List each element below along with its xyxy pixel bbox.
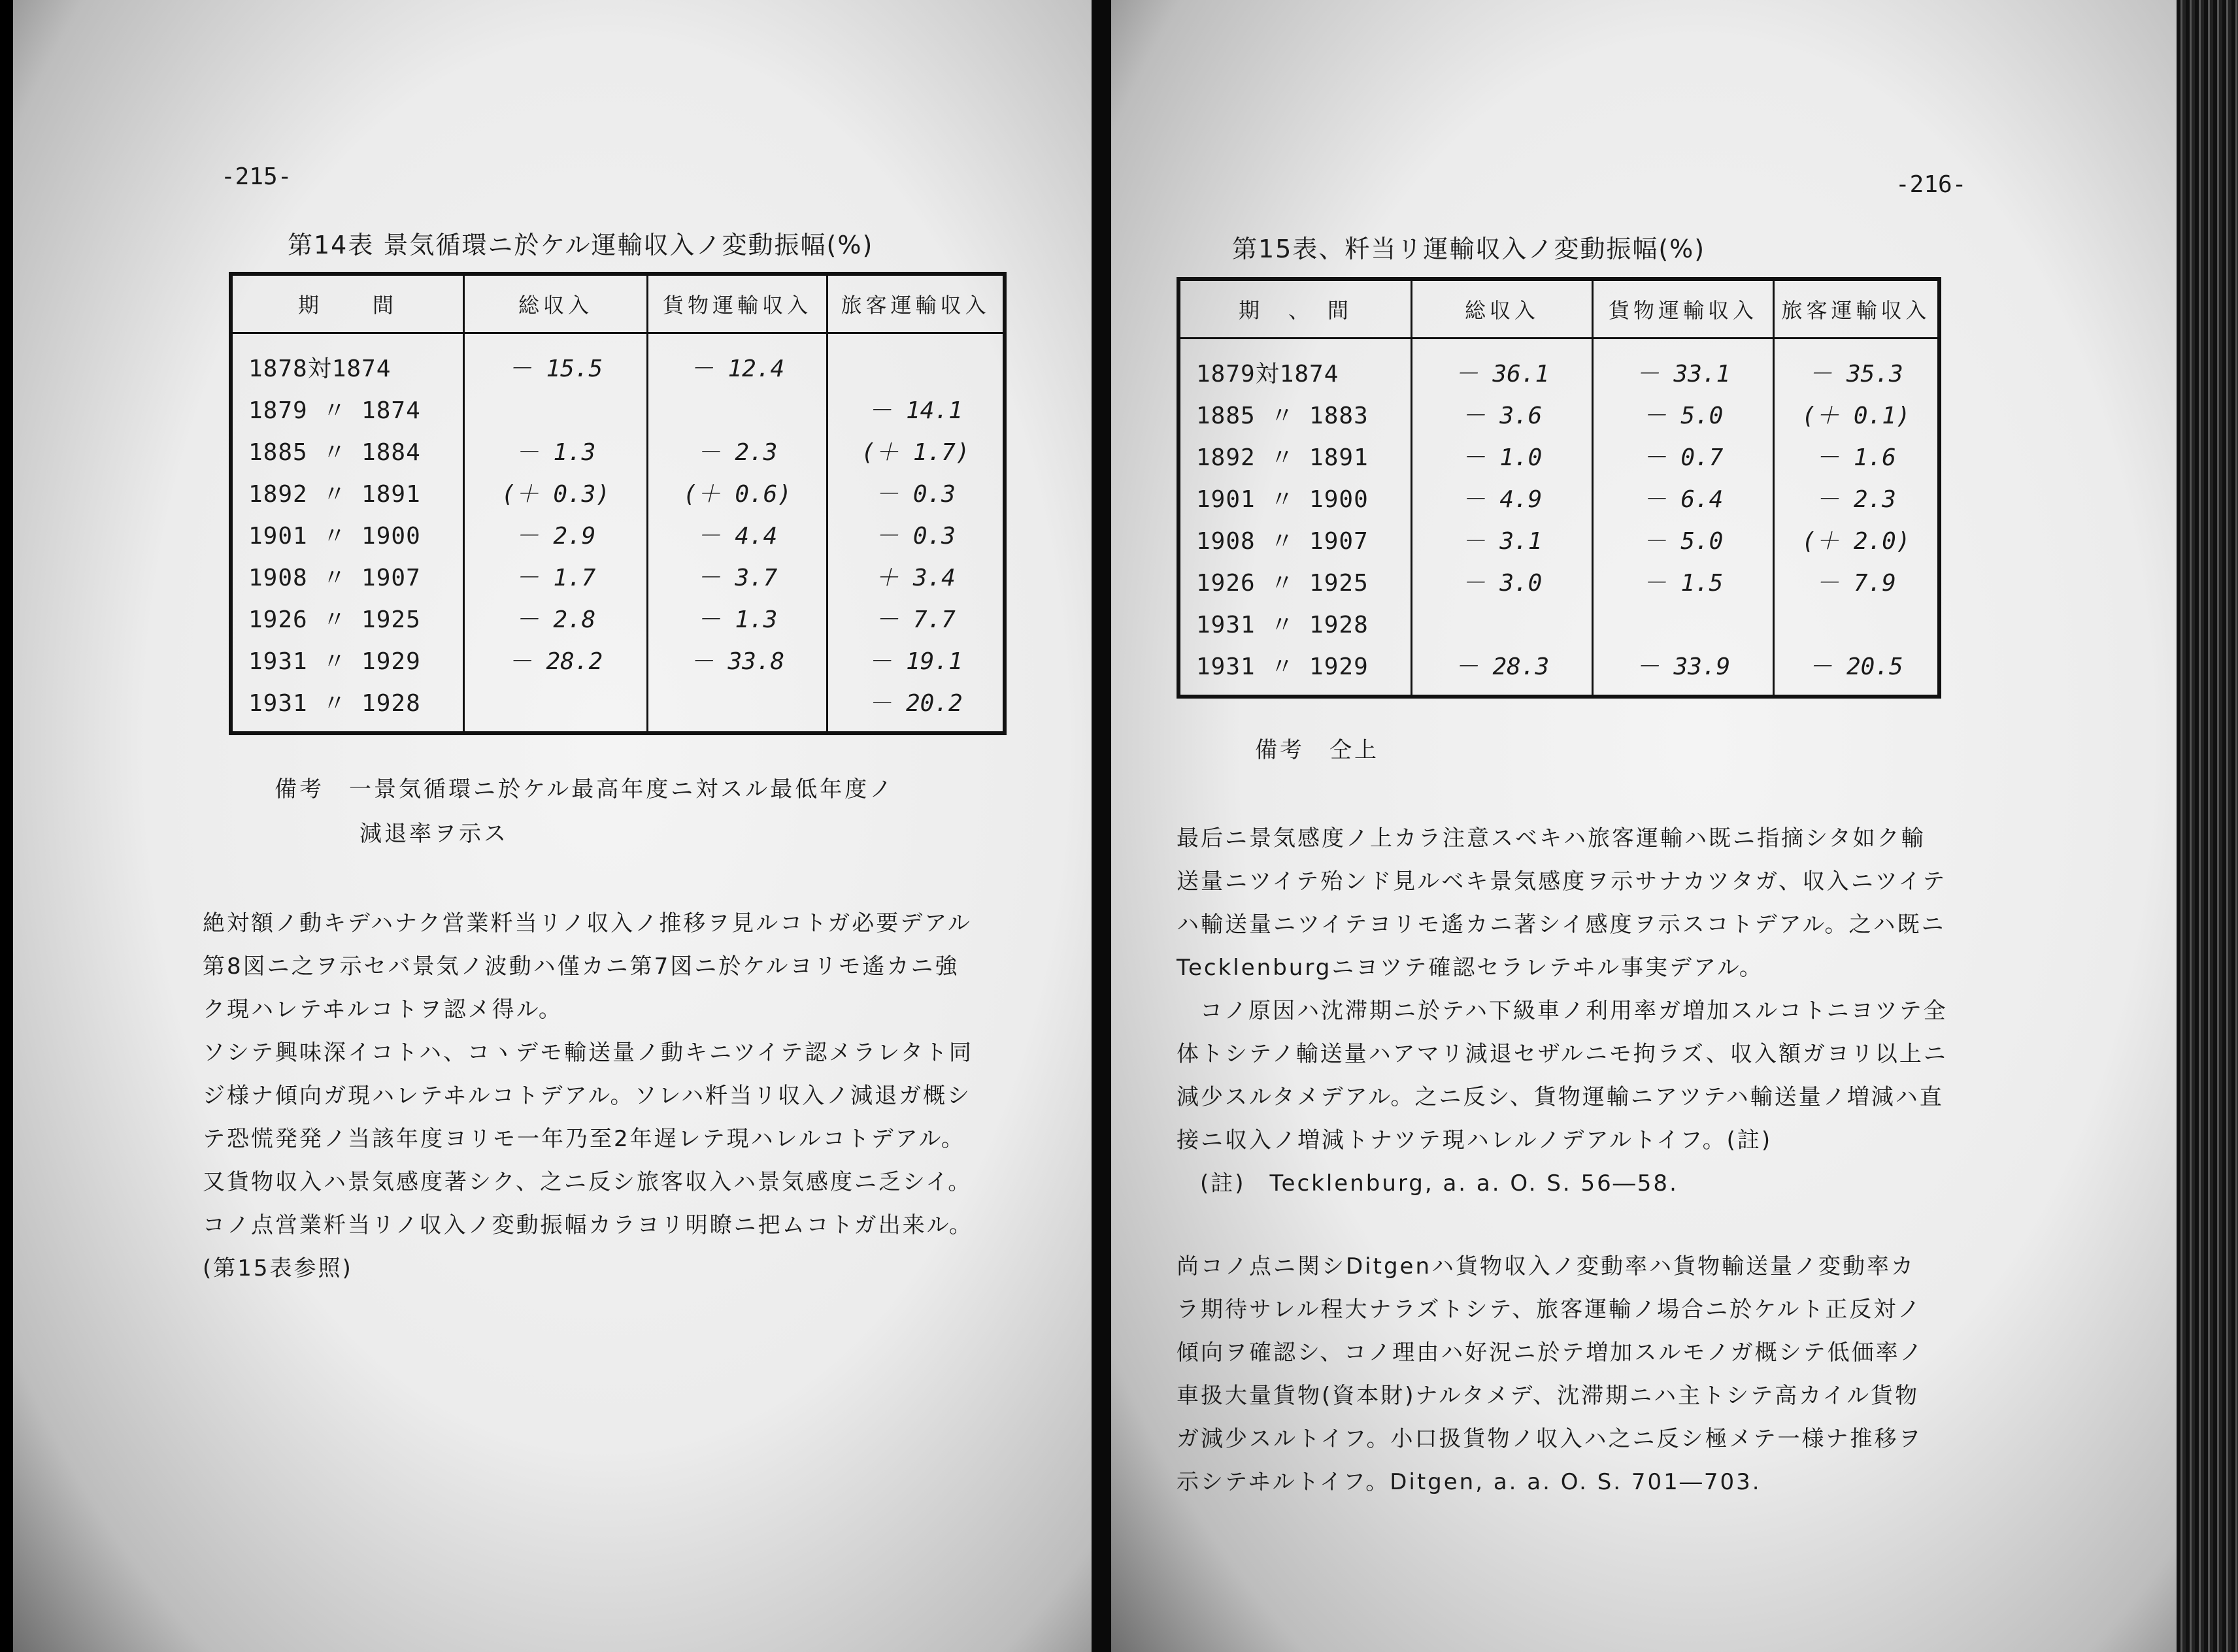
col-header-period: 期 、 間 [1178,279,1412,339]
table-note-continued: 減退率ヲ示ス [359,821,509,847]
table-row [1178,602,1939,644]
cell-passenger: － 0.3 [827,471,1005,513]
cell-period: 1931 〃 1929 [1178,644,1412,697]
cell-freight: － 12.4 [648,333,827,388]
table-title: 第15表、粁当リ運輸収入ノ変動振幅(%) [1232,235,1706,263]
cell-passenger: ＋ 3.4 [827,555,1005,597]
cell-passenger: － 0.3 [827,513,1005,555]
cell-freight: － 5.0 [1593,518,1774,560]
body-text-2 [1177,1245,1924,1504]
table-row [1178,435,1939,476]
cell-passenger: － 7.7 [827,597,1005,638]
cell-period: 1931 〃 1929 [231,638,464,680]
cell-total: － 2.9 [464,513,648,555]
cell-total: － 1.7 [464,555,648,597]
table-row [231,597,1005,638]
cell-total: － 15.5 [464,333,648,388]
table-row [1178,644,1939,697]
cell-period: 1901 〃 1900 [231,513,464,555]
cell-period: 1892 〃 1891 [1178,435,1412,476]
page-number: -216- [1896,171,1967,198]
cell-total: (＋ 0.3) [464,471,648,513]
right-page [1111,0,2177,1652]
book-spine [1092,0,1111,1652]
text-line: 又貨物収入ハ景気感度著シク、之ニ反シ旅客収入ハ景気感度ニ乏シイ。 [203,1169,973,1195]
cell-total: － 28.2 [464,638,648,680]
cell-passenger [827,333,1005,388]
cell-total [464,680,648,733]
text-line: 示シテヰルトイフ。Ditgen, a. a. O. S. 701―703. [1177,1469,1762,1495]
cell-total [1412,602,1593,644]
cell-freight: － 6.4 [1593,476,1774,518]
table-row [1178,339,1939,393]
cell-period: 1892 〃 1891 [231,471,464,513]
table-row [1178,393,1939,435]
table-row [1178,518,1939,560]
col-header-freight: 貨物運輸収入 [1593,279,1774,339]
cell-passenger: － 1.6 [1774,435,1940,476]
cell-period: 1878対1874 [231,333,464,388]
table-row [231,333,1005,388]
table-row [231,388,1005,429]
body-text [203,902,973,1290]
cell-freight: － 4.4 [648,513,827,555]
cell-total: － 2.8 [464,597,648,638]
table-row [231,471,1005,513]
text-line: 尚コノ点ニ関シDitgenハ貨物収入ノ変動率ハ貨物輸送量ノ変動率カ [1177,1253,1916,1280]
table-row [231,555,1005,597]
text-line: テ恐慌発発ノ当該年度ヨリモ一年乃至2年遅レテ現ハレルコトデアル。 [203,1126,965,1152]
cell-passenger: (＋ 1.7) [827,429,1005,471]
text-line: ク現ハレテヰルコトヲ認メ得ル。 [203,997,563,1023]
cell-freight [1593,602,1774,644]
cell-period: 1901 〃 1900 [1178,476,1412,518]
table-row [1178,476,1939,518]
cell-total: － 3.1 [1412,518,1593,560]
text-line: コノ原因ハ沈滞期ニ於テハ下級車ノ利用率ガ増加スルコトニヨツテ全 [1200,998,1948,1024]
col-header-total: 総収入 [464,274,648,333]
table-row [1178,560,1939,602]
text-line: 傾向ヲ確認シ、コノ理由ハ好況ニ於テ増加スルモノガ概シテ低価率ノ [1177,1340,1924,1366]
table-title: 第14表 景気循環ニ於ケル運輸収入ノ変動振幅(%) [288,231,874,259]
cell-passenger: － 20.2 [827,680,1005,733]
table-note: 備考 仝上 [1255,737,1379,763]
cell-total: － 36.1 [1412,339,1593,393]
footnote: (註) Tecklenburg, a. a. O. S. 56―58. [1200,1170,1678,1197]
cell-period: 1908 〃 1907 [1178,518,1412,560]
cell-freight [648,388,827,429]
text-line: コノ点営業粁当リノ収入ノ変動振幅カラヨリ明瞭ニ把ムコトガ出来ル。 [203,1212,973,1238]
cell-freight: (＋ 0.6) [648,471,827,513]
cell-passenger: － 20.5 [1774,644,1940,697]
cell-freight: － 33.8 [648,638,827,680]
cell-total: － 4.9 [1412,476,1593,518]
cell-passenger: － 7.9 [1774,560,1940,602]
col-header-passenger: 旅客運輸収入 [827,274,1005,333]
cell-total: － 3.6 [1412,393,1593,435]
cell-freight: － 33.9 [1593,644,1774,697]
text-line: 送量ニツイテ殆ンド見ルベキ景気感度ヲ示サナカツタガ、収入ニツイテ [1177,868,1947,895]
cell-passenger: － 2.3 [1774,476,1940,518]
cell-period: 1926 〃 1925 [1178,560,1412,602]
text-line: 接ニ収入ノ増減トナツテ現ハレルノデアルトイフ。(註) [1177,1127,1773,1153]
cell-total: － 28.3 [1412,644,1593,697]
cell-total: － 1.3 [464,429,648,471]
text-line: (第15表参照) [203,1255,353,1281]
cell-freight: － 2.3 [648,429,827,471]
cell-freight: － 1.3 [648,597,827,638]
cell-period: 1885 〃 1884 [231,429,464,471]
cell-freight [648,680,827,733]
text-line: ハ輸送量ニツイテヨリモ遙カニ著シイ感度ヲ示スコトデアル。之ハ既ニ [1177,912,1946,938]
table-15 [1177,277,1941,699]
cell-passenger [1774,602,1940,644]
text-line: ソシテ興味深イコトハ、コヽデモ輸送量ノ動キニツイテ認メラレタト同 [203,1040,973,1066]
left-page [13,0,1092,1652]
cell-passenger: － 35.3 [1774,339,1940,393]
table-row [231,680,1005,733]
cell-passenger: － 14.1 [827,388,1005,429]
cell-period: 1931 〃 1928 [231,680,464,733]
col-header-passenger: 旅客運輸収入 [1774,279,1940,339]
cell-passenger: (＋ 2.0) [1774,518,1940,560]
cell-freight: － 5.0 [1593,393,1774,435]
cell-total: － 3.0 [1412,560,1593,602]
col-header-period: 期 間 [231,274,464,333]
page-number: -215- [221,163,292,190]
cell-passenger: (＋ 0.1) [1774,393,1940,435]
text-line: 減少スルタメデアル。之ニ反シ、貨物運輸ニアツテハ輸送量ノ増減ハ直 [1177,1084,1944,1110]
table-row [231,513,1005,555]
body-text [1177,817,1948,1205]
text-line: ジ様ナ傾向ガ現ハレテヰルコトデアル。ソレハ粁当リ収入ノ減退ガ概シ [203,1083,972,1109]
cell-total: － 1.0 [1412,435,1593,476]
col-header-freight: 貨物運輸収入 [648,274,827,333]
text-line: 最后ニ景気感度ノ上カラ注意スベキハ旅客運輸ハ既ニ指摘シタ如ク輸 [1177,825,1926,851]
cell-period: 1926 〃 1925 [231,597,464,638]
cell-freight: － 0.7 [1593,435,1774,476]
cell-period: 1908 〃 1907 [231,555,464,597]
table-row [231,638,1005,680]
col-header-total: 総収入 [1412,279,1593,339]
cell-freight: － 3.7 [648,555,827,597]
text-line: 第8図ニ之ヲ示セバ景気ノ波動ハ僅カニ第7図ニ於ケルヨリモ遙カニ強 [203,953,960,980]
text-line: ラ期待サレル程大ナラズトシテ、旅客運輸ノ場合ニ於ケルト正反対ノ [1177,1297,1922,1323]
page-edges [2177,0,2238,1652]
table-row [231,429,1005,471]
table-14 [229,272,1007,735]
text-line: ガ減少スルトイフ。小口扱貨物ノ収入ハ之ニ反シ極メテ一様ナ推移ヲ [1177,1426,1923,1452]
cell-passenger: － 19.1 [827,638,1005,680]
table-note: 備考 一景気循環ニ於ケル最高年度ニ対スル最低年度ノ [275,776,895,802]
cell-total [464,388,648,429]
text-line: Tecklenburgニヨツテ確認セラレテヰル事実デアル。 [1177,955,1763,981]
cell-freight: － 33.1 [1593,339,1774,393]
cell-period: 1931 〃 1928 [1178,602,1412,644]
cell-freight: － 1.5 [1593,560,1774,602]
cell-period: 1879 〃 1874 [231,388,464,429]
text-line: 車扱大量貨物(資本財)ナルタメデ、沈滞期ニハ主トシテ高カイル貨物 [1177,1383,1920,1409]
text-line: 絶対額ノ動キデハナク営業粁当リノ収入ノ推移ヲ見ルコトガ必要デアル [203,910,972,936]
cell-period: 1879対1874 [1178,339,1412,393]
cell-period: 1885 〃 1883 [1178,393,1412,435]
text-line: 体トシテノ輸送量ハアマリ減退セザルニモ拘ラズ、収入額ガヨリ以上ニ [1177,1041,1948,1067]
